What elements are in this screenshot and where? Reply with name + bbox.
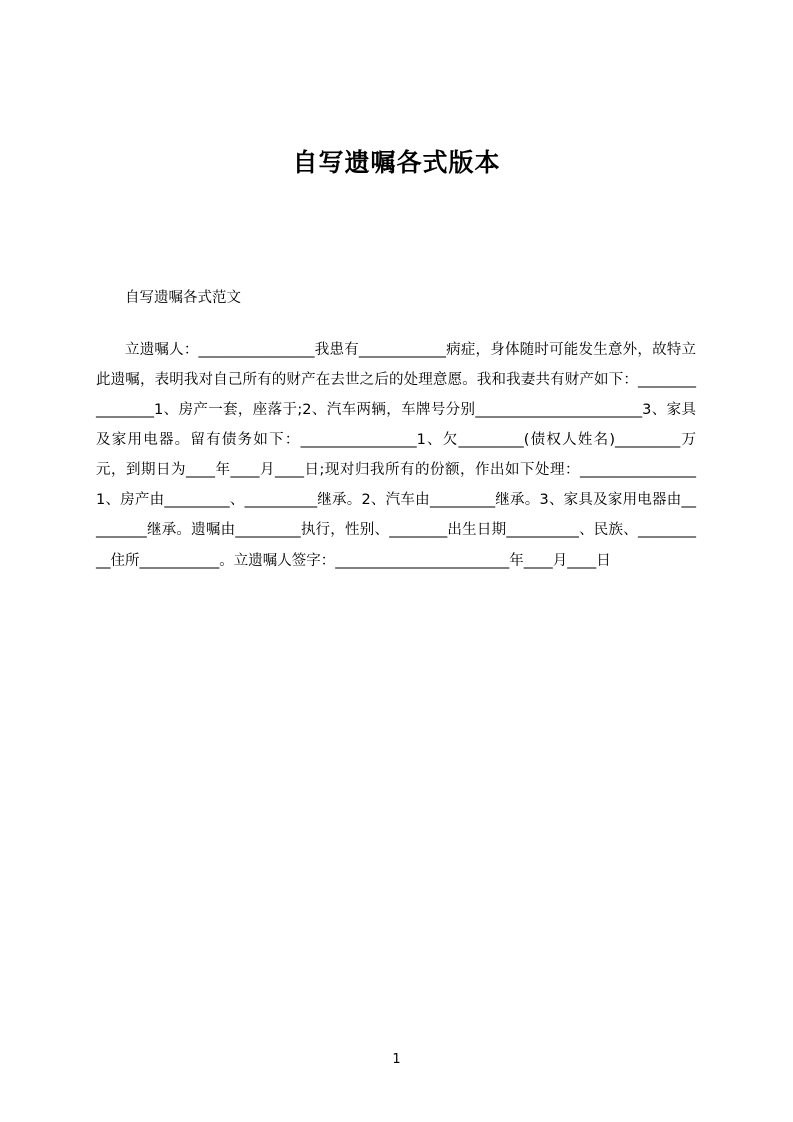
document-body: [96, 285, 696, 576]
will-body-paragraph: 立遗嘱人：________________我患有____________病症，身体随时可能发生意外，故特立此遗嘱，表明我对自己所有的财产在去世之后的处理意愿。我和我妻共有财产如下：________________1、房产一套，座落于;2、汽车两辆，车牌号分别_______________________3、家具及家用电器。留有债务如下：________________1、欠_________(债权人姓名)_________万元，到期日为____年____月____日;现对归我所有的份额，作出如下处理：________________1、房产由_________、__________继承。2、汽车由_________继承。3、家具及家用电器由_________继承。遗嘱由_________执行，性别、________出生日期__________、民族、__________住所___________。立遗嘱人签字：________________________年____月____日: [96, 341, 696, 569]
page-title: 自写遗嘱各式版本: [292, 147, 501, 177]
page-number: 1: [392, 1052, 401, 1067]
section-subheading: 自写遗嘱各式范文: [125, 290, 241, 306]
